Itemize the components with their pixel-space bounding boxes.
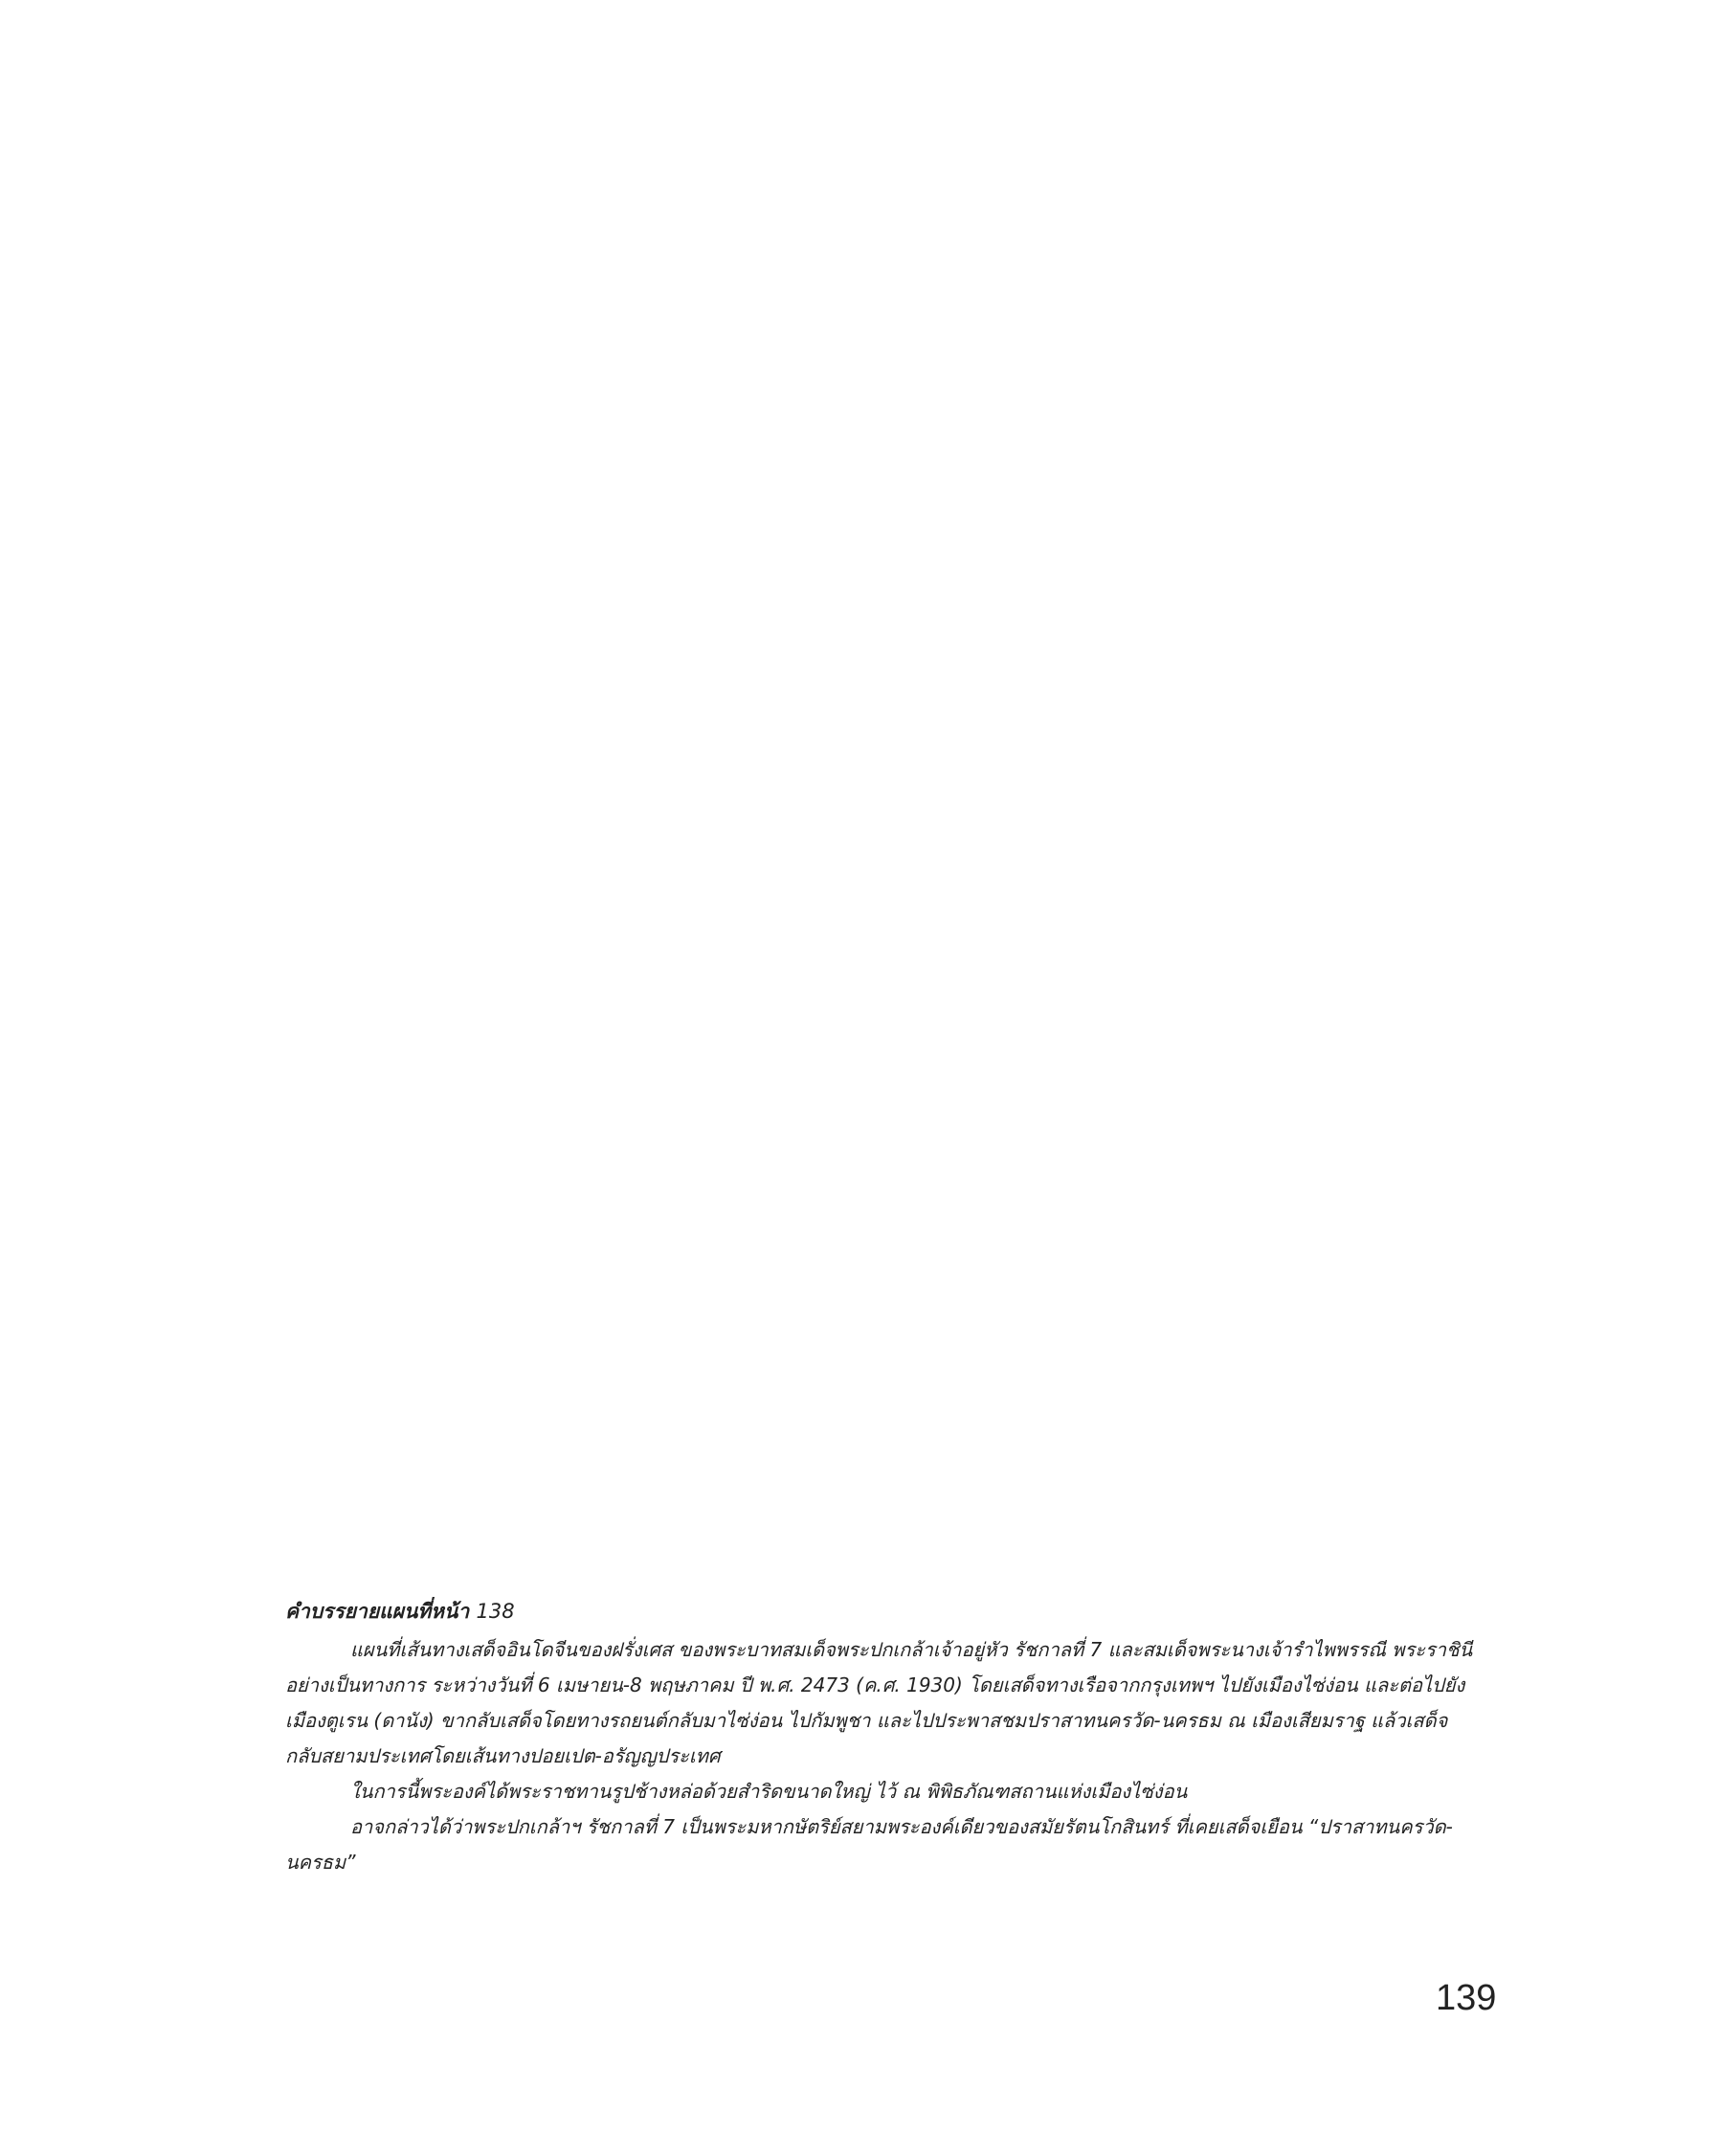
- caption-paragraph-elephant-gift: ในการนี้พระองค์ได้พระราชทานรูปช้างหล่อด้วยสำริดขนาดใหญ่ ไว้ ณ พิพิธภัณฑสถานแห่งเมืองไซ่ง่อน: [350, 1780, 1188, 1803]
- caption-paragraph-angkor-visit: อาจกล่าวได้ว่าพระปกเกล้าฯ รัชกาลที่ 7 เป็นพระมหากษัตริย์สยามพระองค์เดียวของสมัยรัตนโกสินทร์ ที่เคยเสด็จเยือน “ปราสาทนครวัด-นครธม”: [285, 1815, 1453, 1874]
- page-number: 139: [1436, 1978, 1497, 2018]
- caption-heading: [285, 1594, 1478, 1629]
- caption-heading-page-ref: 138: [476, 1600, 515, 1623]
- caption-paragraph-route: แผนที่เส้นทางเสด็จอินโดจีนของฝรั่งเศส ของพระบาทสมเด็จพระปกเกล้าเจ้าอยู่หัว รัชกาลที่ 7 และสมเด็จพระนางเจ้ารำไพพรรณี พระราชินี อย่างเป็นทางการ ระหว่างวันที่ 6 เมษายน-8 พฤษภาคม ปี พ.ศ. 2473 (ค.ศ. 1930) โดยเสด็จทางเรือจากกรุงเทพฯ ไปยังเมืองไซ่ง่อน และต่อไปยังเมืองตูเรน (ดานัง) ขากลับเสด็จโดยทางรถยนต์กลับมาไซ่ง่อน ไปกัมพูชา และไปประพาสชมปราสาทนครวัด-นครธม ณ เมืองเสียมราฐ แล้วเสด็จกลับสยามประเทศโดยเส้นทางปอยเปต-อรัญญประเทศ: [285, 1638, 1473, 1767]
- caption-heading-label: คำบรรยายแผนที่หน้า: [285, 1600, 470, 1623]
- map-caption: [285, 1594, 1478, 1880]
